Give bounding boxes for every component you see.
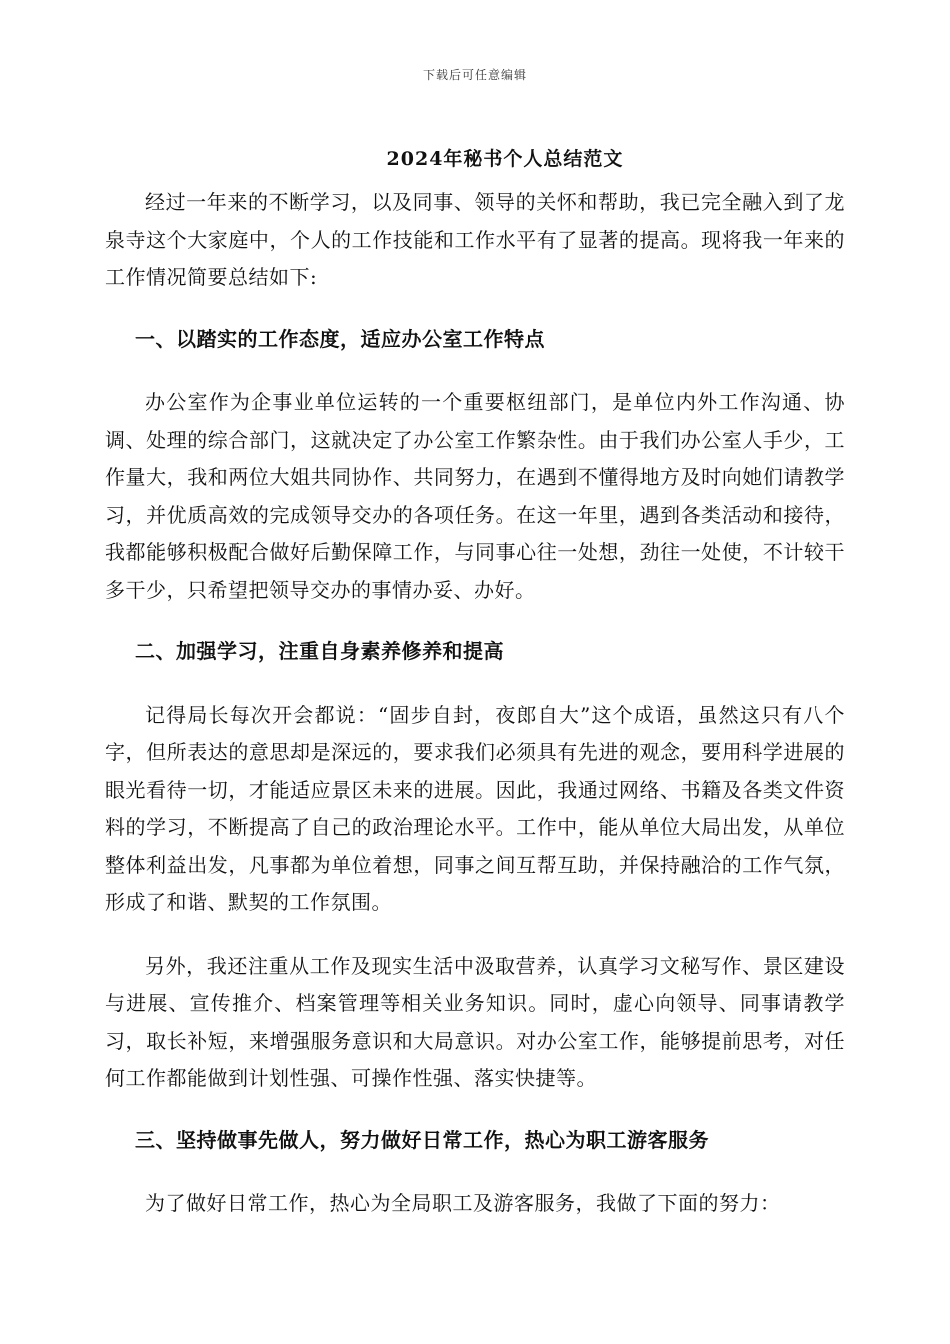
section-3-paragraph-1: 为了做好日常工作，热心为全局职工及游客服务，我做了下面的努力： bbox=[145, 1191, 781, 1215]
header-note: 下载后可任意编辑 bbox=[422, 68, 527, 82]
section-heading-1: 一、以踏实的工作态度，适应办公室工作特点 bbox=[135, 326, 545, 351]
intro-paragraph: 经过一年来的不断学习，以及同事、领导的关怀和帮助，我已完全融入到了龙泉寺这个大家庭中，个人的工作技能和工作水平有了显著的提高。现将我一年来的工作情况简要总结如下: bbox=[105, 190, 845, 289]
section-1-paragraph-1: 办公室作为企事业单位运转的一个重要枢纽部门，是单位内外工作沟通、协调、处理的综合部门，这就决定了办公室工作繁杂性。由于我们办公室人手少，工作量大，我和两位大姐共同协作、共同努力，在遇到不懂得地方及时向她们请教学习，并优质高效的完成领导交办的各项任务。在这一年里，遇到各类活动和接待，我都能够积极配合做好后勤保障工作，与同事心往一处想，劲往一处使，不计较干多干少，只希望把领导交办的事情办妥、办好。 bbox=[105, 390, 845, 602]
section-heading-3: 三、坚持做事先做人，努力做好日常工作，热心为职工游客服务 bbox=[135, 1127, 709, 1152]
section-2-paragraph-2: 另外，我还注重从工作及现实生活中汲取营养，认真学习文秘写作、景区建设与进展、宣传推介、档案管理等相关业务知识。同时，虚心向领导、同事请教学习，取长补短，来增强服务意识和大局意识。对办公室工作，能够提前思考，对任何工作都能做到计划性强、可操作性强、落实快捷等。 bbox=[105, 953, 845, 1090]
section-heading-2: 二、加强学习，注重自身素养修养和提高 bbox=[135, 639, 504, 663]
document-title: 2024年秘书个人总结范文 bbox=[386, 148, 624, 170]
section-2-paragraph-1: 记得局长每次开会都说：“固步自封，夜郎自大”这个成语，虽然这只有八个字，但所表达的意思却是深远的，要求我们必须具有先进的观念，要用科学进展的眼光看待一切，才能适应景区未来的进展。因此，我通过网络、书籍及各类文件资料的学习，不断提高了自己的政治理论水平。工作中，能从单位大局出发，从单位整体利益出发，凡事都为单位着想，同事之间互帮互助，并保持融洽的工作气氛，形成了和谐、默契的工作氛围。 bbox=[105, 702, 845, 914]
document-body bbox=[105, 184, 845, 1223]
